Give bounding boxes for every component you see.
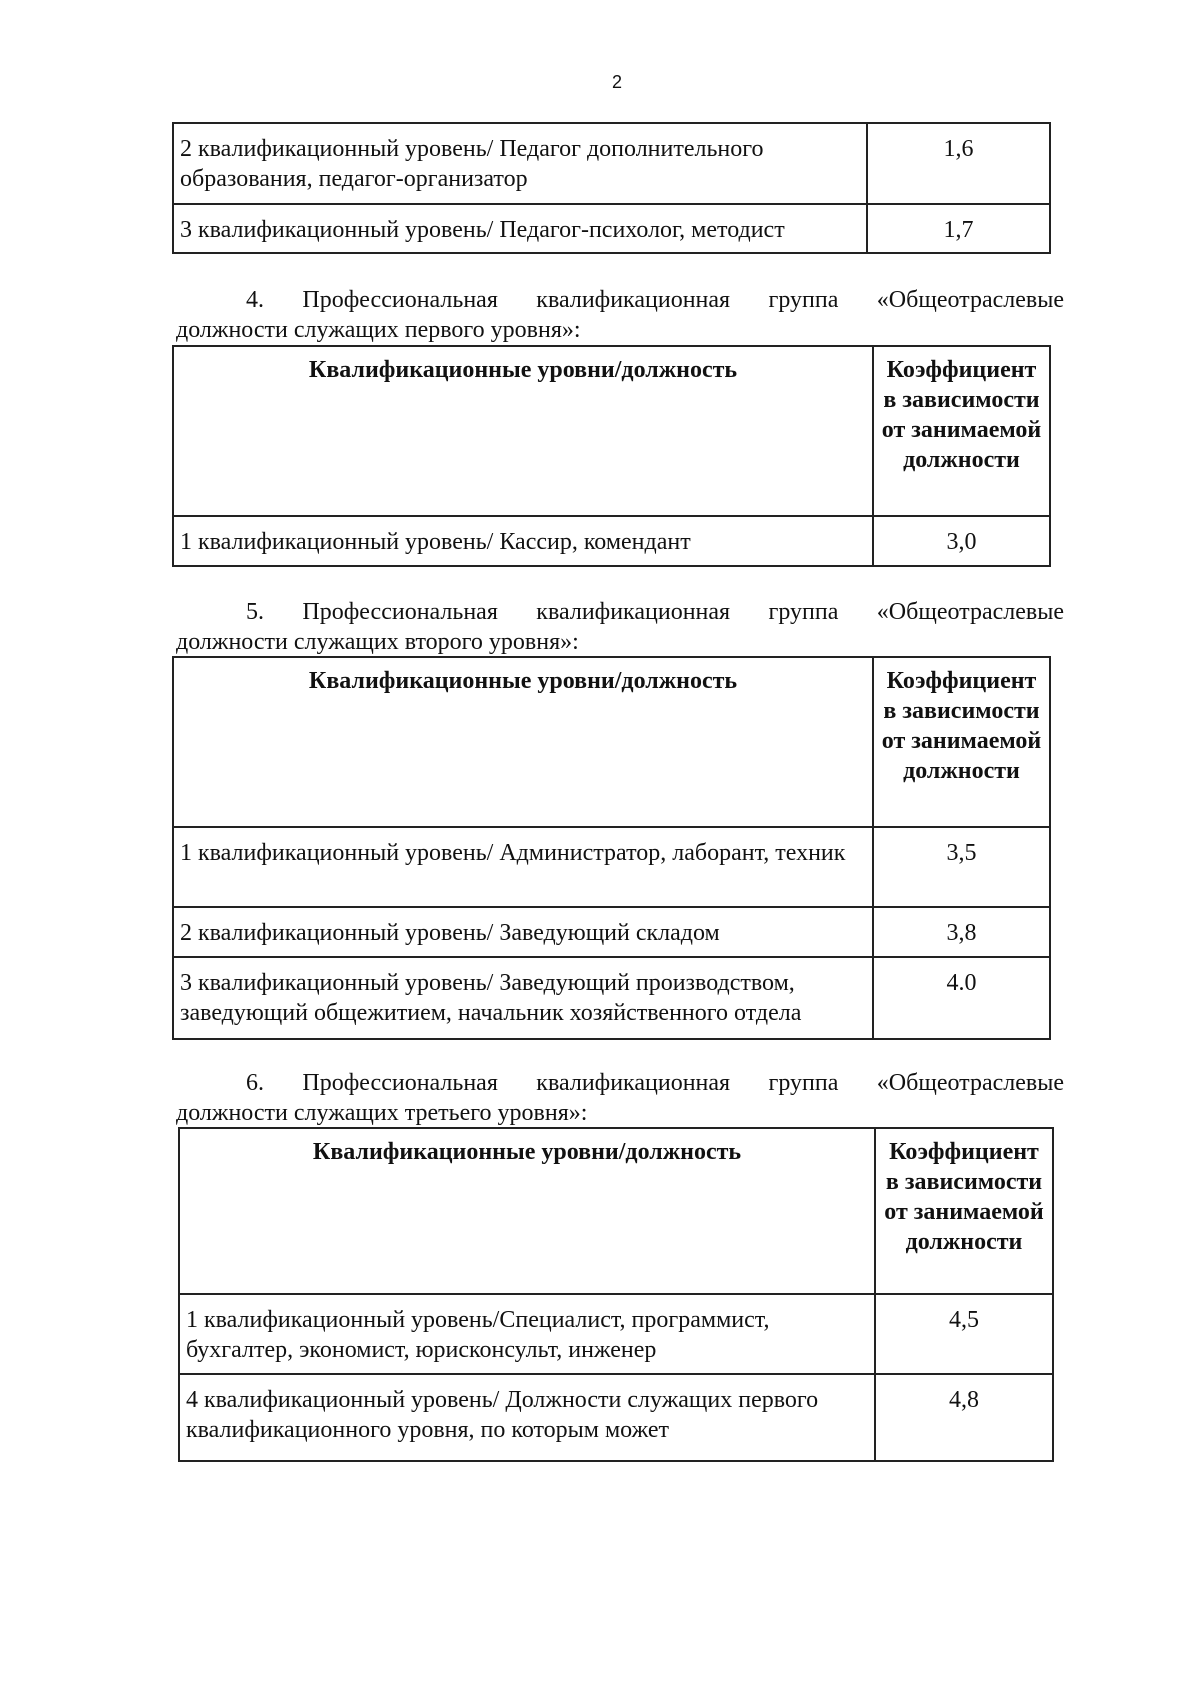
- table-row: [179, 1294, 1053, 1374]
- heading-word: Профессиональная: [302, 287, 498, 313]
- position-cell: 2 квалификационный уровень/ Педагог дополнительного образования, педагог-организатор: [173, 123, 867, 204]
- coef-cell: 3,5: [873, 827, 1050, 907]
- heading-word: 5.: [246, 599, 264, 625]
- heading-word: группа: [768, 599, 839, 625]
- heading-word: квалификационная: [536, 599, 731, 625]
- section-heading-4: [176, 285, 1064, 345]
- position-cell: 1 квалификационный уровень/ Администратор, лаборант, техник: [173, 827, 873, 907]
- coef-cell: 4,5: [875, 1294, 1053, 1374]
- position-cell: 3 квалификационный уровень/ Заведующий производством, заведующий общежитием, начальник хозяйственного отдела: [173, 957, 873, 1039]
- coef-cell: 3,8: [873, 907, 1050, 957]
- heading-word: «Общеотраслевые: [876, 1070, 1064, 1096]
- heading-line: должности служащих второго уровня»:: [176, 629, 579, 655]
- position-cell: 1 квалификационный уровень/ Кассир, комендант: [173, 516, 873, 566]
- col-header-position: Квалификационные уровни/должность: [173, 346, 873, 516]
- heading-word: Профессиональная: [302, 599, 498, 625]
- col-header-coef: Коэффициент в зависимости от занимаемой должности: [875, 1128, 1053, 1294]
- heading-word: квалификационная: [536, 1070, 731, 1096]
- table-row: [173, 516, 1050, 566]
- coef-cell: 3,0: [873, 516, 1050, 566]
- heading-word: квалификационная: [536, 287, 731, 313]
- heading-line: должности служащих третьего уровня»:: [176, 1100, 588, 1126]
- header-row: [173, 346, 1050, 516]
- table-row: [173, 204, 1050, 253]
- section-heading-5: [176, 597, 1064, 657]
- col-header-coef: Коэффициент в зависимости от занимаемой должности: [873, 346, 1050, 516]
- coef-cell: 4,8: [875, 1374, 1053, 1461]
- heading-line: должности служащих первого уровня»:: [176, 317, 581, 343]
- table-section-6: [178, 1127, 1054, 1462]
- position-cell: 4 квалификационный уровень/ Должности служащих первого квалификационного уровня, по которым может: [179, 1374, 875, 1461]
- table-row: [173, 907, 1050, 957]
- heading-word: 6.: [246, 1070, 264, 1096]
- col-header-position: Квалификационные уровни/должность: [179, 1128, 875, 1294]
- heading-word: «Общеотраслевые: [876, 287, 1064, 313]
- heading-word: группа: [768, 1070, 839, 1096]
- heading-word: группа: [768, 287, 839, 313]
- header-row: [173, 657, 1050, 827]
- table-section-5: [172, 656, 1051, 1040]
- heading-word: Профессиональная: [302, 1070, 498, 1096]
- table-row: [173, 827, 1050, 907]
- table-row: [173, 957, 1050, 1039]
- col-header-coef: Коэффициент в зависимости от занимаемой должности: [873, 657, 1050, 827]
- coef-cell: 1,6: [867, 123, 1050, 204]
- position-cell: 2 квалификационный уровень/ Заведующий складом: [173, 907, 873, 957]
- table-row: [173, 123, 1050, 204]
- table-continued: [172, 122, 1051, 254]
- position-cell: 3 квалификационный уровень/ Педагог-психолог, методист: [173, 204, 867, 253]
- heading-word: «Общеотраслевые: [876, 599, 1064, 625]
- header-row: [179, 1128, 1053, 1294]
- heading-word: 4.: [246, 287, 264, 313]
- table-row: [179, 1374, 1053, 1461]
- position-cell: 1 квалификационный уровень/Специалист, программист, бухгалтер, экономист, юрисконсульт, инженер: [179, 1294, 875, 1374]
- col-header-position: Квалификационные уровни/должность: [173, 657, 873, 827]
- coef-cell: 1,7: [867, 204, 1050, 253]
- coef-cell: 4.0: [873, 957, 1050, 1039]
- section-heading-6: [176, 1068, 1064, 1128]
- page-number: 2: [611, 72, 622, 92]
- table-section-4: [172, 345, 1051, 567]
